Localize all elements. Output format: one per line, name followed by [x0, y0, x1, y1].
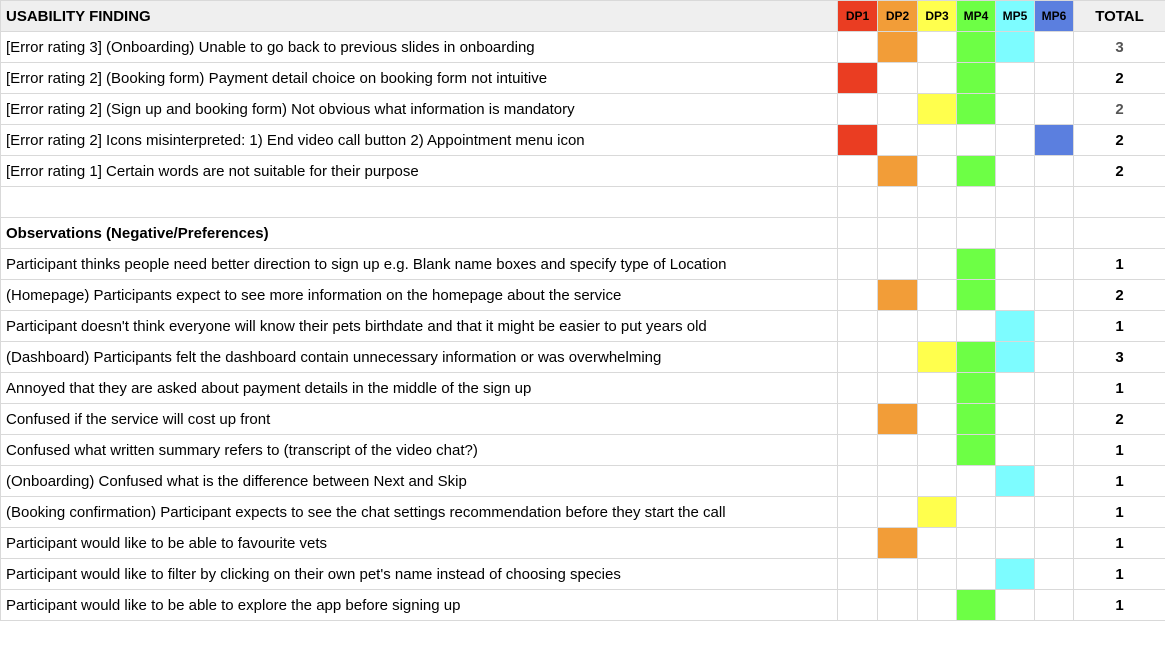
- participant-mark-mp5[interactable]: [996, 218, 1035, 249]
- participant-mark-dp2[interactable]: [878, 404, 918, 435]
- participant-mark-mp6[interactable]: [1035, 559, 1074, 590]
- participant-mark-dp1[interactable]: [838, 528, 878, 559]
- finding-text-cell[interactable]: (Dashboard) Participants felt the dashboard contain unnecessary information or was overwhelming: [1, 342, 838, 373]
- participant-header-dp1[interactable]: DP1: [838, 1, 878, 32]
- participant-mark-dp2[interactable]: [878, 94, 918, 125]
- participant-mark-mp6[interactable]: [1035, 280, 1074, 311]
- participant-header-mp6[interactable]: MP6: [1035, 1, 1074, 32]
- participant-mark-mp4[interactable]: [957, 187, 996, 218]
- participant-mark-dp1[interactable]: [838, 249, 878, 280]
- participant-mark-dp3[interactable]: [918, 156, 957, 187]
- total-cell[interactable]: 3: [1074, 342, 1165, 373]
- participant-mark-mp4[interactable]: [957, 280, 996, 311]
- total-cell[interactable]: [1074, 218, 1165, 249]
- table-row: [1, 125, 1165, 156]
- participant-mark-dp3[interactable]: [918, 32, 957, 63]
- participant-mark-dp2[interactable]: [878, 32, 918, 63]
- participant-mark-mp5[interactable]: [996, 466, 1035, 497]
- finding-text-cell[interactable]: [Error rating 1] Certain words are not suitable for their purpose: [1, 156, 838, 187]
- participant-mark-mp4[interactable]: [957, 32, 996, 63]
- finding-text-cell[interactable]: [Error rating 2] (Booking form) Payment detail choice on booking form not intuitive: [1, 63, 838, 94]
- table-row: [1, 404, 1165, 435]
- participant-mark-mp6[interactable]: [1035, 187, 1074, 218]
- finding-text-cell[interactable]: [Error rating 2] Icons misinterpreted: 1) End video call button 2) Appointment menu icon: [1, 125, 838, 156]
- participant-mark-mp6[interactable]: [1035, 218, 1074, 249]
- participant-mark-mp5[interactable]: [996, 590, 1035, 621]
- participant-header-dp2[interactable]: DP2: [878, 1, 918, 32]
- finding-text-cell[interactable]: Participant thinks people need better direction to sign up e.g. Blank name boxes and specify type of Location: [1, 249, 838, 280]
- participant-mark-dp1[interactable]: [838, 435, 878, 466]
- total-cell[interactable]: 1: [1074, 559, 1165, 590]
- participant-mark-mp4[interactable]: [957, 342, 996, 373]
- participant-mark-mp4[interactable]: [957, 311, 996, 342]
- participant-mark-mp6[interactable]: [1035, 590, 1074, 621]
- participant-mark-dp3[interactable]: [918, 218, 957, 249]
- participant-mark-mp4[interactable]: [957, 497, 996, 528]
- table-row: [1, 32, 1165, 63]
- participant-mark-mp4[interactable]: [957, 373, 996, 404]
- table-row: [1, 342, 1165, 373]
- participant-mark-dp2[interactable]: [878, 342, 918, 373]
- participant-mark-dp1[interactable]: [838, 156, 878, 187]
- participant-mark-mp5[interactable]: [996, 125, 1035, 156]
- finding-text-cell[interactable]: (Homepage) Participants expect to see more information on the homepage about the service: [1, 280, 838, 311]
- participant-mark-mp5[interactable]: [996, 156, 1035, 187]
- participant-mark-mp4[interactable]: [957, 590, 996, 621]
- participant-mark-dp3[interactable]: [918, 466, 957, 497]
- total-cell[interactable]: 1: [1074, 249, 1165, 280]
- participant-mark-dp3[interactable]: [918, 497, 957, 528]
- participant-mark-dp2[interactable]: [878, 373, 918, 404]
- participant-mark-dp3[interactable]: [918, 590, 957, 621]
- total-cell[interactable]: 1: [1074, 373, 1165, 404]
- total-cell[interactable]: 1: [1074, 590, 1165, 621]
- participant-mark-mp5[interactable]: [996, 63, 1035, 94]
- participant-mark-mp5[interactable]: [996, 373, 1035, 404]
- participant-mark-dp3[interactable]: [918, 63, 957, 94]
- table-row: [1, 280, 1165, 311]
- finding-text-cell[interactable]: Annoyed that they are asked about payment details in the middle of the sign up: [1, 373, 838, 404]
- total-cell[interactable]: 2: [1074, 280, 1165, 311]
- finding-text-cell[interactable]: Participant doesn't think everyone will know their pets birthdate and that it might be easier to put years old: [1, 311, 838, 342]
- finding-text-cell[interactable]: [Error rating 3] (Onboarding) Unable to go back to previous slides in onboarding: [1, 32, 838, 63]
- table-row: [1, 435, 1165, 466]
- finding-text-cell[interactable]: (Booking confirmation) Participant expects to see the chat settings recommendation before they start the call: [1, 497, 838, 528]
- participant-mark-mp5[interactable]: [996, 559, 1035, 590]
- total-cell[interactable]: 2: [1074, 94, 1165, 125]
- participant-mark-dp2[interactable]: [878, 497, 918, 528]
- participant-header-dp3[interactable]: DP3: [918, 1, 957, 32]
- participant-mark-mp5[interactable]: [996, 404, 1035, 435]
- participant-mark-dp1[interactable]: [838, 94, 878, 125]
- participant-mark-mp6[interactable]: [1035, 311, 1074, 342]
- participant-mark-mp4[interactable]: [957, 218, 996, 249]
- table-row: [1, 63, 1165, 94]
- finding-text-cell[interactable]: [1, 187, 838, 218]
- participant-header-mp4[interactable]: MP4: [957, 1, 996, 32]
- participant-mark-mp4[interactable]: [957, 156, 996, 187]
- total-cell[interactable]: 1: [1074, 435, 1165, 466]
- participant-mark-mp6[interactable]: [1035, 32, 1074, 63]
- participant-mark-dp1[interactable]: [838, 311, 878, 342]
- participant-mark-mp5[interactable]: [996, 280, 1035, 311]
- participant-mark-dp2[interactable]: [878, 280, 918, 311]
- participant-mark-dp1[interactable]: [838, 590, 878, 621]
- participant-mark-dp1[interactable]: [838, 404, 878, 435]
- participant-mark-dp1[interactable]: [838, 497, 878, 528]
- participant-mark-mp6[interactable]: [1035, 466, 1074, 497]
- participant-mark-dp2[interactable]: [878, 590, 918, 621]
- participant-mark-dp3[interactable]: [918, 249, 957, 280]
- participant-header-mp5[interactable]: MP5: [996, 1, 1035, 32]
- participant-mark-dp1[interactable]: [838, 373, 878, 404]
- total-cell[interactable]: 1: [1074, 497, 1165, 528]
- finding-text-cell[interactable]: Participant would like to be able to favourite vets: [1, 528, 838, 559]
- participant-mark-dp2[interactable]: [878, 466, 918, 497]
- total-cell[interactable]: [1074, 187, 1165, 218]
- participant-mark-dp2[interactable]: [878, 63, 918, 94]
- section-header-row: [1, 218, 1165, 249]
- participant-mark-dp3[interactable]: [918, 404, 957, 435]
- participant-mark-mp6[interactable]: [1035, 342, 1074, 373]
- table-row: [1, 373, 1165, 404]
- participant-mark-mp4[interactable]: [957, 125, 996, 156]
- header-row: [1, 1, 1165, 32]
- participant-mark-mp4[interactable]: [957, 466, 996, 497]
- participant-mark-dp1[interactable]: [838, 466, 878, 497]
- finding-text-cell[interactable]: Participant would like to filter by clicking on their own pet's name instead of choosing species: [1, 559, 838, 590]
- participant-mark-mp5[interactable]: [996, 311, 1035, 342]
- participant-mark-dp2[interactable]: [878, 311, 918, 342]
- participant-mark-dp2[interactable]: [878, 249, 918, 280]
- participant-mark-mp6[interactable]: [1035, 156, 1074, 187]
- table-row: [1, 94, 1165, 125]
- participant-mark-mp5[interactable]: [996, 435, 1035, 466]
- participant-mark-dp3[interactable]: [918, 373, 957, 404]
- finding-text-cell[interactable]: Participant would like to be able to explore the app before signing up: [1, 590, 838, 621]
- total-cell[interactable]: 1: [1074, 311, 1165, 342]
- participant-mark-dp3[interactable]: [918, 187, 957, 218]
- participant-mark-mp5[interactable]: [996, 528, 1035, 559]
- participant-mark-mp4[interactable]: [957, 559, 996, 590]
- participant-mark-dp2[interactable]: [878, 156, 918, 187]
- finding-text-cell[interactable]: (Onboarding) Confused what is the difference between Next and Skip: [1, 466, 838, 497]
- participant-mark-mp4[interactable]: [957, 249, 996, 280]
- total-cell[interactable]: 2: [1074, 125, 1165, 156]
- participant-mark-mp4[interactable]: [957, 404, 996, 435]
- participant-mark-mp5[interactable]: [996, 94, 1035, 125]
- participant-mark-mp5[interactable]: [996, 249, 1035, 280]
- finding-text-cell[interactable]: Confused if the service will cost up front: [1, 404, 838, 435]
- participant-mark-dp1[interactable]: [838, 187, 878, 218]
- participant-mark-dp1[interactable]: [838, 32, 878, 63]
- total-header[interactable]: TOTAL: [1074, 1, 1165, 32]
- participant-mark-dp3[interactable]: [918, 94, 957, 125]
- participant-mark-mp6[interactable]: [1035, 125, 1074, 156]
- participant-mark-mp6[interactable]: [1035, 373, 1074, 404]
- participant-mark-dp3[interactable]: [918, 559, 957, 590]
- participant-mark-dp2[interactable]: [878, 125, 918, 156]
- participant-mark-mp6[interactable]: [1035, 249, 1074, 280]
- table-row: [1, 156, 1165, 187]
- total-cell[interactable]: 1: [1074, 466, 1165, 497]
- participant-mark-mp6[interactable]: [1035, 94, 1074, 125]
- participant-mark-dp1[interactable]: [838, 218, 878, 249]
- participant-mark-dp1[interactable]: [838, 280, 878, 311]
- table-row: [1, 528, 1165, 559]
- participant-mark-mp6[interactable]: [1035, 435, 1074, 466]
- total-cell[interactable]: 2: [1074, 156, 1165, 187]
- total-cell[interactable]: 1: [1074, 528, 1165, 559]
- participant-mark-mp6[interactable]: [1035, 404, 1074, 435]
- finding-text-cell[interactable]: Confused what written summary refers to (transcript of the video chat?): [1, 435, 838, 466]
- blank-row: [1, 187, 1165, 218]
- participant-mark-mp5[interactable]: [996, 497, 1035, 528]
- finding-text-cell[interactable]: [Error rating 2] (Sign up and booking form) Not obvious what information is mandatory: [1, 94, 838, 125]
- total-cell[interactable]: 2: [1074, 404, 1165, 435]
- participant-mark-mp5[interactable]: [996, 187, 1035, 218]
- participant-mark-dp3[interactable]: [918, 528, 957, 559]
- total-cell[interactable]: 3: [1074, 32, 1165, 63]
- table-row: [1, 590, 1165, 621]
- participant-mark-dp1[interactable]: [838, 125, 878, 156]
- participant-mark-dp2[interactable]: [878, 528, 918, 559]
- participant-mark-mp4[interactable]: [957, 435, 996, 466]
- participant-mark-dp2[interactable]: [878, 435, 918, 466]
- participant-mark-dp2[interactable]: [878, 218, 918, 249]
- participant-mark-mp6[interactable]: [1035, 528, 1074, 559]
- table-row: [1, 249, 1165, 280]
- participant-mark-dp1[interactable]: [838, 342, 878, 373]
- participant-mark-dp3[interactable]: [918, 342, 957, 373]
- participant-mark-mp4[interactable]: [957, 63, 996, 94]
- participant-mark-mp6[interactable]: [1035, 497, 1074, 528]
- participant-mark-dp3[interactable]: [918, 311, 957, 342]
- participant-mark-dp2[interactable]: [878, 559, 918, 590]
- usability-finding-header[interactable]: USABILITY FINDING: [1, 1, 838, 32]
- table-row: [1, 497, 1165, 528]
- participant-mark-mp5[interactable]: [996, 342, 1035, 373]
- table-row: [1, 466, 1165, 497]
- participant-mark-mp4[interactable]: [957, 528, 996, 559]
- participant-mark-dp3[interactable]: [918, 435, 957, 466]
- participant-mark-mp4[interactable]: [957, 94, 996, 125]
- participant-mark-dp2[interactable]: [878, 187, 918, 218]
- section-title-cell[interactable]: Observations (Negative/Preferences): [1, 218, 838, 249]
- participant-mark-mp5[interactable]: [996, 32, 1035, 63]
- total-cell[interactable]: 2: [1074, 63, 1165, 94]
- table-row: [1, 311, 1165, 342]
- table-row: [1, 559, 1165, 590]
- participant-mark-dp1[interactable]: [838, 559, 878, 590]
- participant-mark-mp6[interactable]: [1035, 63, 1074, 94]
- participant-mark-dp3[interactable]: [918, 125, 957, 156]
- participant-mark-dp1[interactable]: [838, 63, 878, 94]
- participant-mark-dp3[interactable]: [918, 280, 957, 311]
